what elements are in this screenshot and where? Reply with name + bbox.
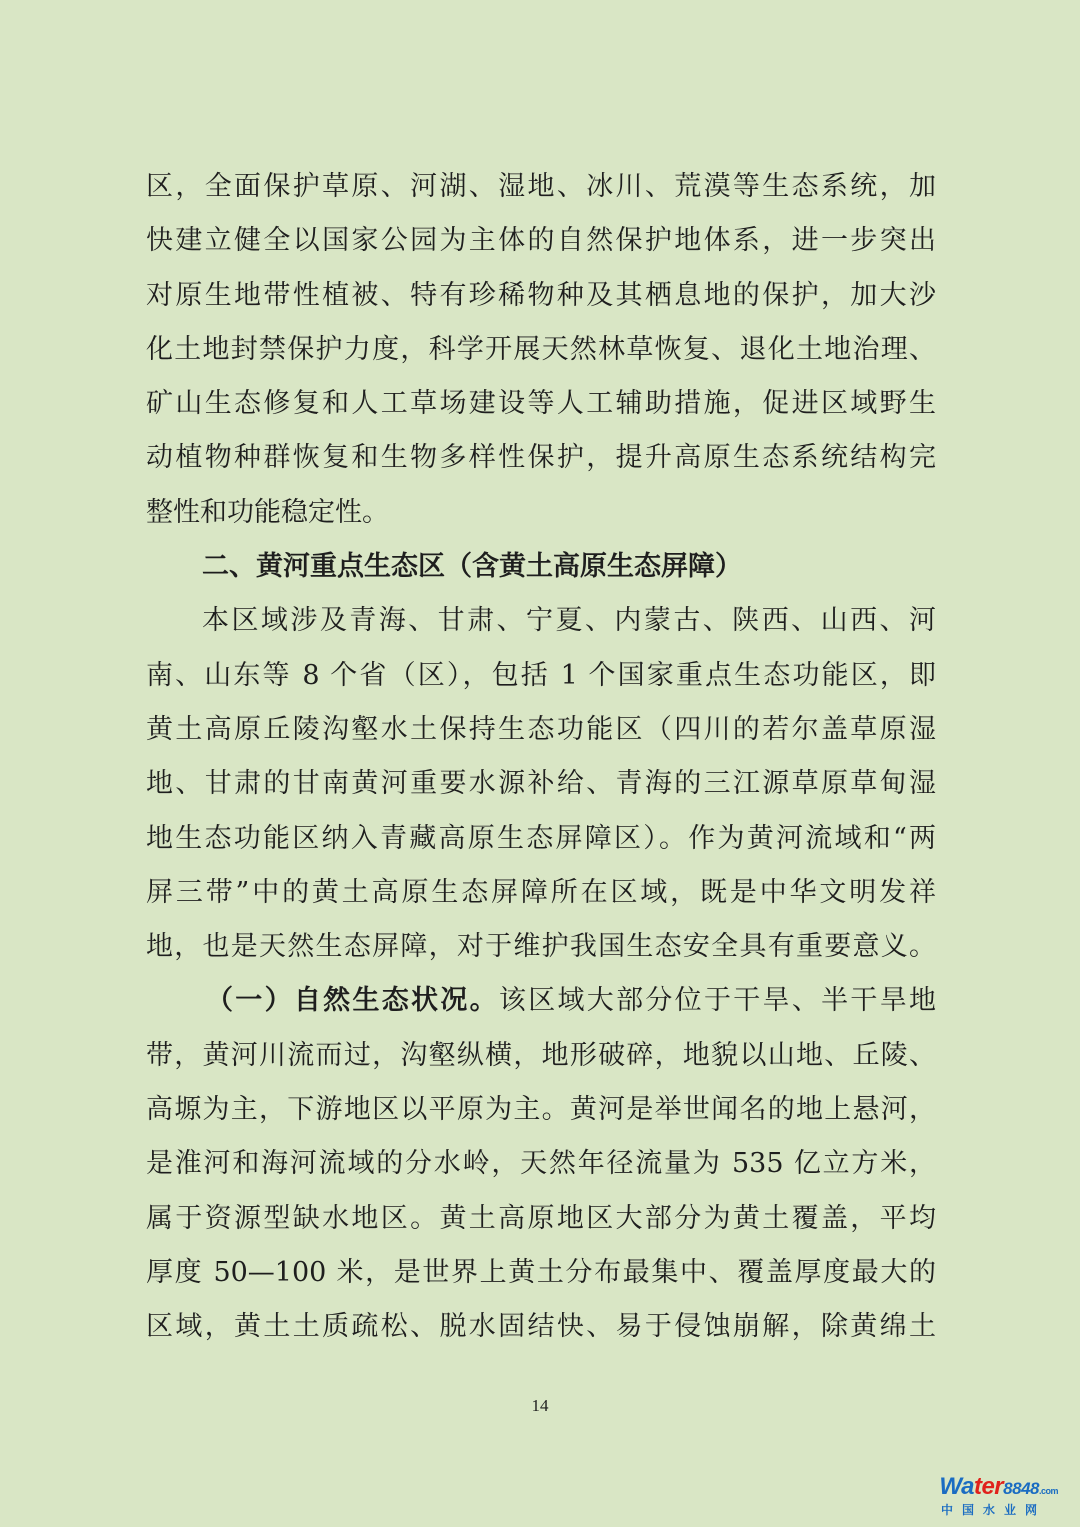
text-line: 矿山生态修复和人工草场建设等人工辅助措施，促进区域野生 — [146, 388, 936, 420]
text-line: 屏三带”中的黄土高原生态屏障所在区域，既是中华文明发祥 — [146, 876, 936, 908]
text-line: 厚度 50—100 米，是世界上黄土分布最集中、覆盖厚度最大的 — [146, 1256, 936, 1288]
text-line: 地、甘肃的甘南黄河重要水源补给、青海的三江源草原草甸湿 — [146, 768, 936, 800]
text-line: 南、山东等 8 个省（区），包括 1 个国家重点生态功能区，即 — [146, 659, 936, 691]
text-line — [146, 974, 936, 1028]
text-line: 区，全面保护草原、河湖、湿地、冰川、荒漠等生态系统，加 — [146, 171, 936, 202]
watermark-logo — [940, 1473, 1070, 1519]
text-line: 黄土高原丘陵沟壑水土保持生态功能区（四川的若尔盖草原湿 — [146, 713, 936, 745]
text-line: 对原生地带性植被、特有珍稀物种及其栖息地的保护，加大沙 — [146, 279, 936, 311]
text-line: 地生态功能区纳入青藏高原生态屏障区）。作为黄河流域和“两 — [146, 822, 936, 854]
body-text — [146, 160, 936, 1355]
text-line: 区域，黄土土质疏松、脱水固结快、易于侵蚀崩解，除黄绵土 — [146, 1311, 936, 1343]
text-run: 该区域大部分位于干旱、半干旱地 — [498, 985, 937, 1017]
page-number: 14 — [531, 1396, 549, 1415]
text-line: 地，也是天然生态屏障，对于维护我国生态安全具有重要意义。 — [146, 931, 936, 963]
text-line: 带，黄河川流而过，沟壑纵横，地形破碎，地貌以山地、丘陵、 — [146, 1039, 936, 1071]
text-line: 属于资源型缺水地区。黄土高原地区大部分为黄土覆盖，平均 — [146, 1202, 936, 1234]
text-line: 化土地封禁保护力度，科学开展天然林草恢复、退化土地治理、 — [146, 333, 936, 365]
text-line: 动植物种群恢复和生物多样性保护，提升高原生态系统结构完 — [146, 442, 936, 474]
subsection-heading: （一）自然生态状况。 — [206, 985, 499, 1017]
text-line: 高塬为主，下游地区以平原为主。黄河是举世闻名的地上悬河， — [146, 1094, 936, 1126]
text-line: 整性和功能稳定性。 — [146, 496, 389, 528]
text-line: 本区域涉及青海、甘肃、宁夏、内蒙古、陕西、山西、河 — [202, 605, 936, 637]
section-heading: 二、黄河重点生态区（含黄土高原生态屏障） — [202, 551, 742, 583]
watermark-subtitle: 中国水业网 — [940, 1503, 1046, 1517]
text-line: 快建立健全以国家公园为主体的自然保护地体系，进一步突出 — [146, 225, 936, 257]
text-line: 是淮河和海河流域的分水岭，天然年径流量为 535 亿立方米， — [146, 1148, 936, 1180]
watermark-wordmark: Water8848.com — [939, 1473, 1058, 1500]
